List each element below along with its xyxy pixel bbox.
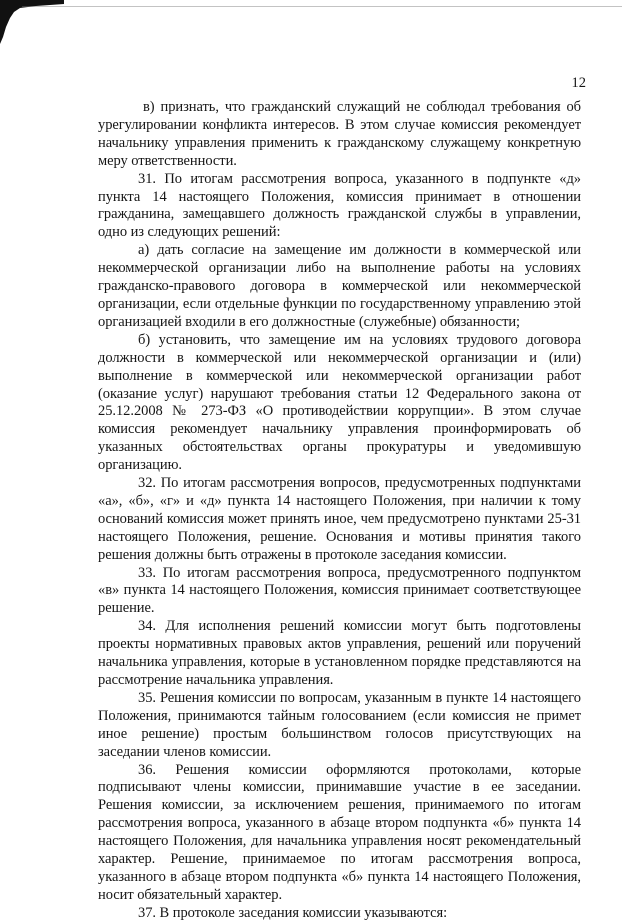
paragraph-34: 34. Для исполнения решений комиссии могут быть подготовлены проекты нормативных правовых актов управления, решений или поручений начальника управления, которые в установленном порядке представляются на рассмотрение начальника управления. bbox=[98, 618, 581, 688]
paragraph-33: 33. По итогам рассмотрения вопроса, предусмотренного подпунктом «в» пункта 14 настоящего Положения, комиссия принимает соответствующее решение. bbox=[98, 564, 581, 617]
paragraph-31: 31. По итогам рассмотрения вопроса, указанного в подпункте «д» пункта 14 настоящего Положения, комиссия принимает в отношении гражданина, замещавшего должность гражданской службы в управлении, одно из следующих решений: bbox=[98, 170, 581, 241]
document-body bbox=[98, 99, 581, 923]
paragraph-31a: а) дать согласие на замещение им должности в коммерческой или некоммерческой организации либо на выполнение работы на условиях гражданско-правового договора в коммерческой или некоммерческой организации, если отдельные функции по государственному управлению этой организацией входили в его должностные (служебные) обязанности; bbox=[98, 242, 581, 330]
paragraph-32: 32. По итогам рассмотрения вопросов, предусмотренных подпунктами «а», «б», «г» и «д» пункта 14 настоящего Положения, при наличии к тому оснований комиссия может принять иное, чем предусмотрено пунктами 25-31 настоящего Положения, решение. Основания и мотивы принятия такого решения должны быть отражены в протоколе заседания комиссии. bbox=[98, 475, 581, 563]
scan-corner-mark bbox=[0, 0, 640, 60]
paragraph-35: 35. Решения комиссии по вопросам, указанным в пункте 14 настоящего Положения, принимаются тайным голосованием (если комиссия не примет иное решение) простым большинством голосов присутствующих на заседании членов комиссии. bbox=[98, 689, 581, 760]
paragraph-30v: в) признать, что гражданский служащий не соблюдал требования об урегулировании конфликта интересов. В этом случае комиссия рекомендует начальнику управления применить к гражданскому служащему конкретную меру ответственности. bbox=[98, 99, 581, 169]
paragraph-31b: б) установить, что замещение им на условиях трудового договора должности в коммерческой или некоммерческой организации и (или) выполнение в коммерческой или некоммерческой организации работ (оказание услуг) нарушают требования статьи 12 Федерального закона от 25.12.2008 № 273-ФЗ «О противодействии коррупции». В этом случае комиссия рекомендует начальнику управления проинформировать об указанных обстоятельствах органы прокуратуры и уведомившую организацию. bbox=[98, 331, 581, 474]
paragraph-36: 36. Решения комиссии оформляются протоколами, которые подписывают члены комиссии, принимавшие участие в ее заседании. Решения комиссии, за исключением решения, принимаемого по итогам рассмотрения вопроса, указанного в абзаце втором подпункта «б» пункта 14 настоящего Положения, для начальника управления носят рекомендательный характер. Решение, принимаемое по итогам рассмотрения вопроса, указанного в абзаце втором подпункта «б» пункта 14 настоящего Положения, носит обязательный характер. bbox=[98, 761, 581, 903]
page-number: 12 bbox=[571, 75, 586, 91]
paragraph-37: 37. В протоколе заседания комиссии указываются: bbox=[138, 904, 448, 921]
